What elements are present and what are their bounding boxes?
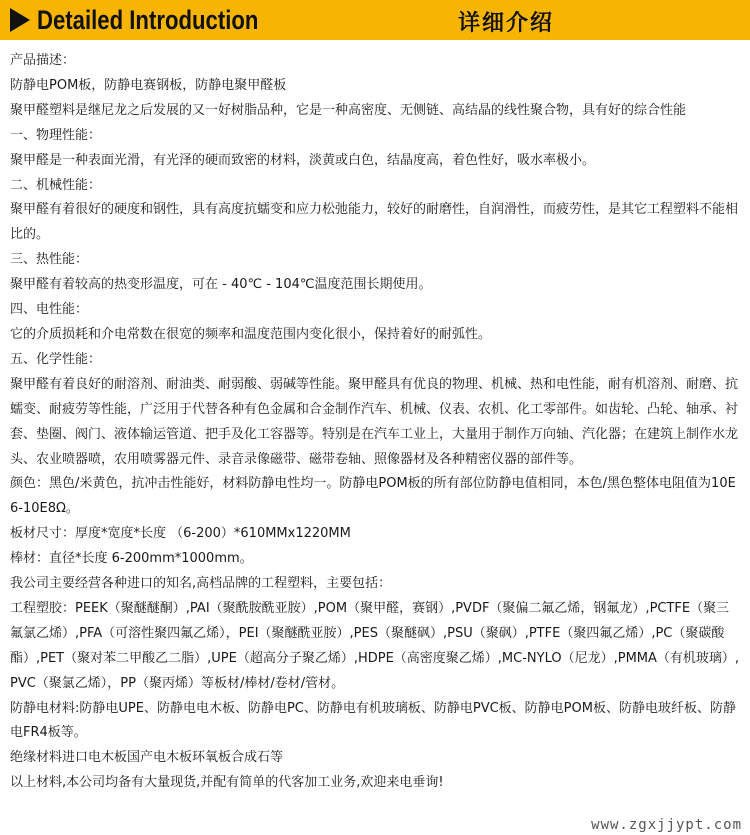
section-header-banner [0, 0, 750, 40]
product-names: 防静电POM板，防静电赛钢板，防静电聚甲醛板 [10, 77, 287, 93]
product-description [10, 49, 742, 796]
company-intro: 我公司主要经营各种进口的知名,高档品牌的工程塑料，主要包括： [10, 576, 392, 592]
header-title-chinese: 详细介绍 [458, 11, 555, 36]
engineering-plastics-list: 工程塑胶：PEEK（聚醚醚酮）,PAI（聚酰胺酰亚胺）,POM（聚甲醛，赛钢）,PVDF（聚偏二氟乙烯，钢氟龙）,PCTFE（聚三氟氯乙烯）,PFA（可溶性聚四氟乙烯），PEI（聚醚酰亚胺）,PES（聚醚砜）,PSU（聚砜）,PTFE（聚四氟乙烯）,PC（聚碳酸酯）,PET（聚对苯二甲酸乙二脂）,UPE（超高分子聚乙烯）,HDPE（高密度聚乙烯）,MC-NYLO（尼龙）,PMMA（有机玻璃）,PVC（聚氯乙烯），PP（聚丙烯）等板材/棒材/卷材/管材。 [10, 600, 740, 691]
physical-properties-text: 聚甲醛是一种表面光滑，有光泽的硬而致密的材料，淡黄或白色，结晶度高，着色性好，吸水率极小。 [10, 152, 596, 168]
chemical-properties-text: 聚甲醛有着良好的耐溶剂、耐油类、耐弱酸、弱碱等性能。聚甲醛具有优良的物理、机械、热和电性能，耐有机溶剂、耐磨、抗蠕变、耐疲劳等性能，广泛用于代替各种有色金属和合金制作汽车、机械、仪表、农机、化工零部件。如齿轮、凸轮、轴承、衬套、垫圈、阀门、液体输运管道、把手及化工容器等。特别是在汽车工业上，大量用于制作万向轴、汽化器；在建筑上制作水龙头、农业喷器喷，农用喷雾器元件、录音录像磁带、磁带卷轴、照像器材及各种精密仪器的部件等。 [10, 376, 739, 467]
rod-size-spec: 棒材：直径*长度 6-200mm*1000mm。 [10, 551, 253, 567]
mechanical-properties-heading: 二、机械性能： [10, 177, 102, 193]
electrical-properties-heading: 四、电性能： [10, 302, 89, 318]
description-label: 产品描述： [10, 53, 76, 68]
site-watermark: www.zgxjjypt.com [591, 817, 742, 833]
arrow-right-icon [10, 8, 30, 32]
insulating-materials-list: 绝缘材料进口电木板国产电木板环氧板合成石等 [10, 750, 284, 766]
physical-properties-heading: 一、物理性能： [10, 127, 102, 143]
closing-note: 以上材料,本公司均备有大量现货,并配有简单的代客加工业务,欢迎来电垂询! [10, 775, 444, 791]
header-title-english: Detailed Introduction [37, 4, 259, 35]
sheet-size-spec: 板材尺寸：厚度*宽度*长度 （6-200）*610MMx1220MM [10, 526, 351, 542]
intro-paragraph: 聚甲醛塑料是继尼龙之后发展的又一好树脂品种，它是一种高密度、无侧链、高结晶的线性聚合物，具有好的综合性能 [10, 102, 687, 118]
thermal-properties-text: 聚甲醛有着较高的热变形温度，可在 - 40℃ - 104℃温度范围长期使用。 [10, 277, 432, 293]
chemical-properties-heading: 五、化学性能： [10, 351, 102, 367]
color-spec-text: 颜色：黑色/米黄色，抗冲击性能好，材料防静电性均一。防静电POM板的所有部位防静电值相同，本色/黑色整体电阻值为10E6-10E8Ω。 [10, 476, 736, 517]
antistatic-materials-list: 防静电材料:防静电UPE、防静电电木板、防静电PC、防静电有机玻璃板、防静电PVC板、防静电POM板、防静电玻纤板、防静电FR4板等。 [10, 700, 736, 741]
thermal-properties-heading: 三、热性能： [10, 252, 89, 268]
electrical-properties-text: 它的介质损耗和介电常数在很宽的频率和温度范围内变化很小，保持着好的耐弧性。 [10, 326, 492, 342]
mechanical-properties-text: 聚甲醛有着很好的硬度和钢性，具有高度抗蠕变和应力松弛能力，较好的耐磨性，自润滑性，而疲劳性，是其它工程塑料不能相比的。 [10, 202, 739, 243]
